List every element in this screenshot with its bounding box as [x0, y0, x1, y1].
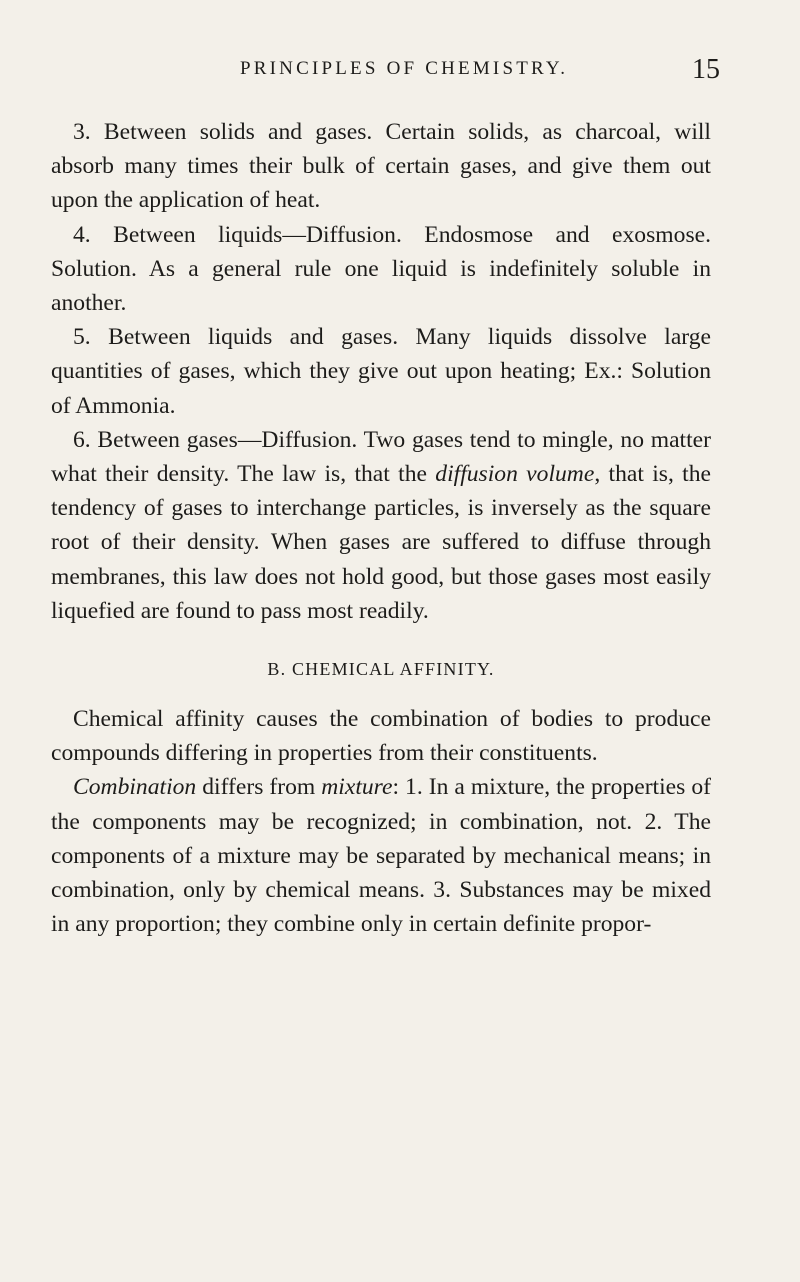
running-title: PRINCIPLES OF CHEMISTRY. [240, 58, 569, 79]
text-span: 6. Between gases—Diffusion. Two gases tend to mingle, no matter what their density. The law is, that the [51, 426, 711, 488]
text-span: , that is, the tendency of gases to interchange particles, is inversely as the square root of their density. When gases are suffered to diffuse through membranes, this law does not hold good, but those gases most easily liquefied are found to pass most readily. [51, 461, 712, 624]
italic-term-combination: Combination [73, 774, 197, 801]
paragraph-solids-gases: 3. Between solids and gases. Certain solids, as charcoal, will absorb many times their bulk of certain gases, and give them out upon the application of heat. [51, 119, 711, 214]
italic-term-mixture: mixture [321, 774, 393, 801]
text-span: : 1. In a mixture, the properties of the components may be recognized; in combination, not. 2. The components of a mixture may be separated by mechanical means; in combination, only by chemical means. 3. Substances may be mixed in any proportion; they combine only in certain definite propor- [51, 774, 711, 938]
italic-term-diffusion-volume: diffusion volume [435, 461, 595, 488]
body-text [51, 115, 711, 941]
page-number: 15 [692, 54, 720, 85]
paragraph-chemical-affinity: Chemical affinity causes the combination of bodies to produce compounds differing in properties from their constituents. [51, 706, 711, 767]
paragraph-liquids-gases: 5. Between liquids and gases. Many liquids dissolve large quantities of gases, which they give out upon heating; Ex.: Solution of Ammonia. [51, 324, 711, 419]
section-heading: B. CHEMICAL AFFINITY. [267, 659, 495, 680]
paragraph-gases-diffusion [51, 423, 711, 628]
text-span: differs from [196, 774, 322, 801]
paragraph-combination-vs-mixture [51, 770, 711, 941]
running-head [240, 54, 720, 90]
paragraph-liquids-diffusion: 4. Between liquids—Diffusion. Endosmose and exosmose. Solution. As a general rule one liquid is indefinitely soluble in another. [51, 221, 711, 317]
